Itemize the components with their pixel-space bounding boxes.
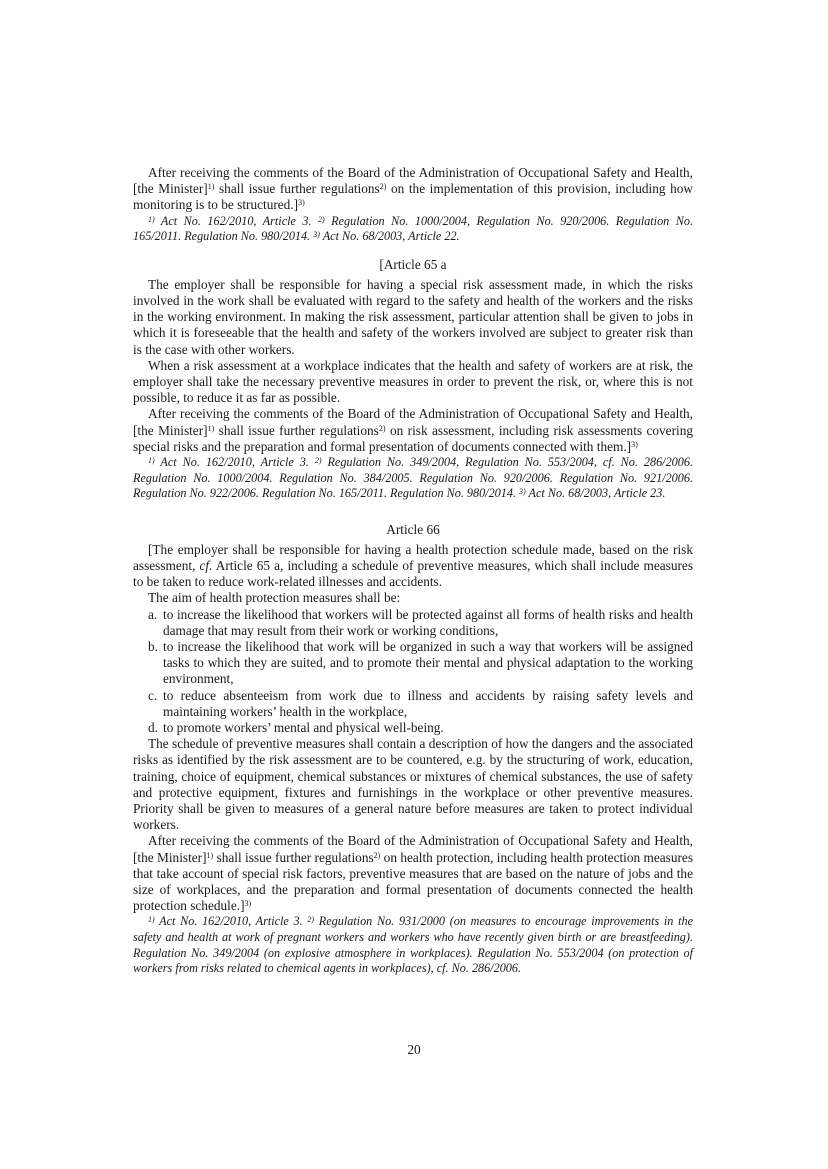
article-65a-paragraph-3: After receiving the comments of the Board of the Administration of Occupational Safety and Health, [the Minister]$^{1)}$ shall issue further regulations$^{2)}$ on risk assessment, including risk assessments covering special risks and the preparation and formal presentation of documents connected with them.]$^{3)}$ xyxy=(133,406,694,454)
article-65a-heading: [Article 65 a xyxy=(379,256,447,272)
article-66-paragraph-1: [The employer shall be responsible for having a health protection schedule made, based on the risk assessment, cf. Article 65 a, including a schedule of preventive measures, which shall include measures to be taken to reduce work-related illnesses and accidents. xyxy=(133,541,693,590)
article-65a-paragraph-1: The employer shall be responsible for having a special risk assessment made, in which the risks involved in the work shall be evaluated with regard to the safety and health of the workers and the risks in the working environment. In making the risk assessment, particular attention shall be given to jobs in which it is foreseeable that the health and safety of the workers involved are subject to greater risk than is the case with other workers. xyxy=(133,276,693,357)
footnote-block1: $^{1)}$ Act No. 162/2010, Article 3. $^{2)}$ Regulation No. 1000/2004, Regulation No. 920/2006. Regulation No. 165/2011. Regulation No. 980/2014. $^{3)}$ Act No. 68/2003, Article 22. xyxy=(133,213,693,244)
paragraph-regulations-intro: After receiving the comments of the Board of the Administration of Occupational Safety and Health, [the Minister]$^{1)}$ shall issue further regulations$^{2)}$ on the implementation of this provision, including how monitoring is to be structured.]$^{3)}$ xyxy=(133,165,694,213)
article-66-aims-intro: The aim of health protection measures shall be: xyxy=(148,590,401,606)
list-item: c. to reduce absenteeism from work due to illness and accidents by raising safety levels and maintaining workers’ health in the workplace, xyxy=(148,687,693,719)
aims-list xyxy=(133,607,693,737)
article-66-paragraph-2: The schedule of preventive measures shall contain a description of how the dangers and the associated risks as identified by the risk assessment are to be countered, e.g. by the structuring of work, education, training, choice of equipment, chemical substances or mixtures of chemical substances, the use of safety and protective equipment, fixtures and furnishings in the workplace or other preventive measures. Priority shall be given to measures of a general nature before measures are taken to protect individual workers. xyxy=(133,736,693,833)
list-item: a. to increase the likelihood that workers will be protected against all forms of health risks and health damage that may result from their work or working conditions, xyxy=(148,606,693,638)
list-item: b. to increase the likelihood that work will be organized in such a way that workers will be assigned tasks to which they are suited, and to promote their mental and physical adaptation to the working environment, xyxy=(148,639,693,687)
footnote-article-66: $^{1)}$ Act No. 162/2010, Article 3. $^{2)}$ Regulation No. 931/2000 (on measures to encourage improvements in the safety and health at work of pregnant workers and workers who have recently given birth or are breastfeeding). Regulation No. 349/2004 (on explosive atmosphere in workplaces). Regulation No. 553/2004 (on protection of workers from risks related to chemical agents in workplaces), cf. No. 286/2006. xyxy=(133,914,693,976)
document-page xyxy=(133,165,693,977)
footnote-article-65a: $^{1)}$ Act No. 162/2010, Article 3. $^{2)}$ Regulation No. 349/2004, Regulation No. 553/2004, cf. No. 286/2006. Regulation No. 1000/2004. Regulation No. 384/2005. Regulation No. 920/2006. Regulation No. 921/2006. Regulation No. 922/2006. Regulation No. 165/2011. Regulation No. 980/2014. $^{3)}$ Act No. 68/2003, Article 23. xyxy=(133,455,693,501)
list-item: d. to promote workers’ mental and physical well-being. xyxy=(148,720,444,736)
article-66-paragraph-3: After receiving the comments of the Board of the Administration of Occupational Safety and Health, [the Minister]$^{1)}$ shall issue further regulations$^{2)}$ on health protection, including health protection measures that take account of special risk factors, preventive measures that are based on the nature of jobs and the size of workplaces, and the preparation and formal presentation of documents connected the health protection schedule.]$^{3)}$ xyxy=(133,833,693,914)
page-number: 20 xyxy=(407,1042,421,1057)
article-66-heading: Article 66 xyxy=(386,521,440,537)
article-65a-paragraph-2: When a risk assessment at a workplace indicates that the health and safety of workers are at risk, the employer shall take the necessary preventive measures in order to prevent the risk, or, where this is not possible, to reduce it as far as possible. xyxy=(133,357,693,406)
